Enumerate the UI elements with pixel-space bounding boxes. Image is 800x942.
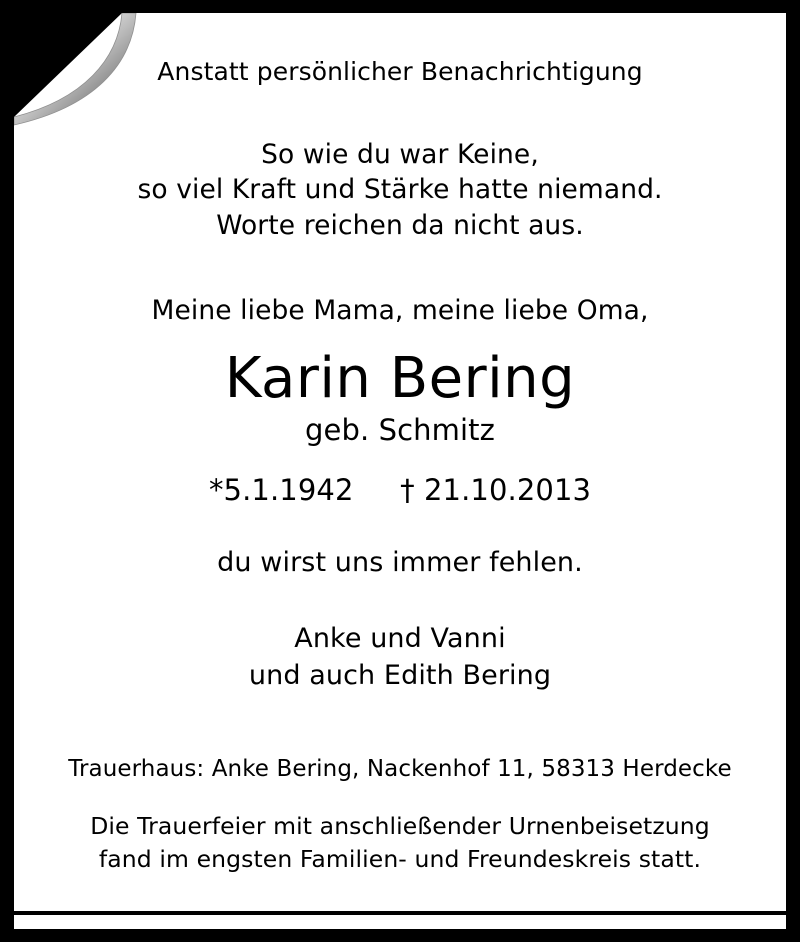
life-dates: *5.1.1942 † 21.10.2013 — [208, 472, 592, 507]
mourning-house-address: Trauerhaus: Anke Bering, Nackenhof 11, 58313 Herdecke — [68, 756, 732, 783]
salutation: Meine liebe Mama, meine liebe Oma, — [151, 294, 649, 326]
service-info-line-2: fand im engsten Familien- und Freundeskreis statt. — [98, 845, 702, 874]
deceased-name: Karin Bering — [224, 345, 576, 411]
funeral-service-info — [14, 810, 786, 876]
obituary-content — [14, 13, 786, 876]
service-info-line-1: Die Trauerfeier mit anschließender Urnenbeisetzung — [90, 812, 710, 841]
verse-line-2: so viel Kraft und Stärke hatte niemand. — [137, 174, 663, 206]
verse-block — [14, 137, 786, 243]
obituary-card — [14, 13, 786, 929]
closing-message: du wirst uns immer fehlen. — [217, 546, 583, 578]
verse-line-3: Worte reichen da nicht aus. — [216, 209, 584, 241]
survivors-block — [14, 620, 786, 695]
notification-header: Anstatt persönlicher Benachrichtigung — [157, 57, 643, 86]
survivor-line-1: Anke und Vanni — [294, 622, 506, 654]
maiden-name: geb. Schmitz — [305, 412, 495, 447]
bottom-rule — [14, 911, 786, 915]
verse-line-1: So wie du war Keine, — [261, 139, 539, 171]
survivor-line-2: und auch Edith Bering — [248, 659, 552, 691]
